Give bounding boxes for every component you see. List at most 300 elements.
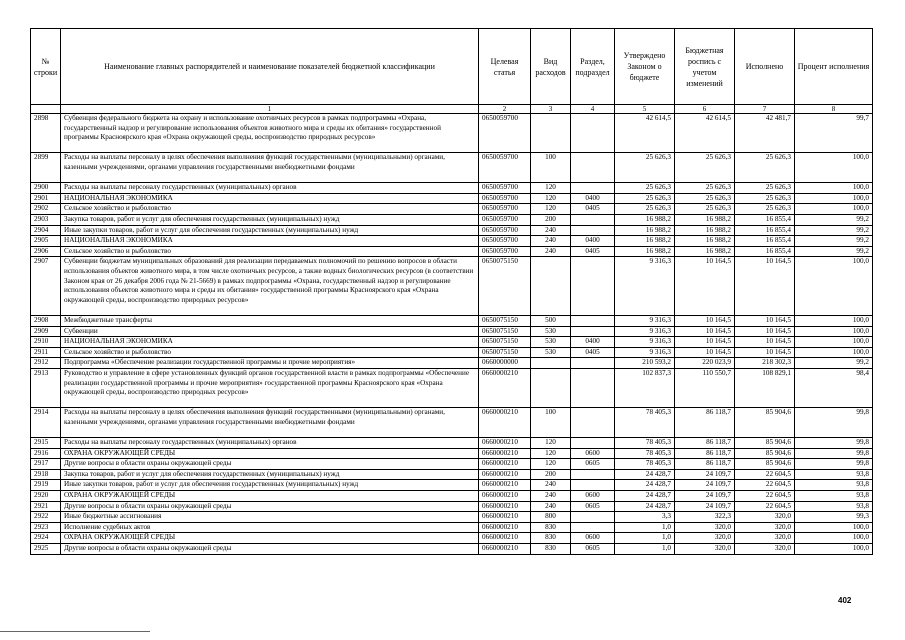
section-code: [571, 368, 615, 407]
row-number: 2901: [31, 193, 61, 204]
executed-amount: 85 904,6: [735, 438, 795, 449]
approved-amount: 1,0: [615, 522, 675, 533]
table-row: [31, 315, 873, 326]
approved-amount: 3,3: [615, 512, 675, 523]
execution-percent: 99,7: [795, 114, 873, 153]
item-name: Иные закупки товаров, работ и услуг для обеспечения государственных (муниципальных) нужд: [61, 480, 479, 491]
executed-amount: 22 604,5: [735, 491, 795, 502]
section-code: [571, 408, 615, 438]
budget-list-amount: 86 118,7: [675, 408, 735, 438]
row-number: 2916: [31, 448, 61, 459]
target-article: 0660000210: [479, 459, 531, 470]
row-number: 2902: [31, 204, 61, 215]
expense-type: 240: [531, 246, 571, 257]
expense-type: 800: [531, 512, 571, 523]
execution-percent: 100,0: [795, 183, 873, 194]
section-code: 0605: [571, 501, 615, 512]
execution-percent: 99,8: [795, 438, 873, 449]
budget-list-amount: 320,0: [675, 544, 735, 555]
target-article: 0650059700: [479, 225, 531, 236]
row-number: 2906: [31, 246, 61, 257]
budget-list-amount: 10 164,5: [675, 326, 735, 337]
approved-amount: 16 988,2: [615, 246, 675, 257]
table-row: [31, 358, 873, 369]
section-code: 0405: [571, 246, 615, 257]
target-article: 0660000210: [479, 368, 531, 407]
expense-type: 120: [531, 438, 571, 449]
table-row: [31, 246, 873, 257]
approved-amount: 9 316,3: [615, 326, 675, 337]
row-number: 2923: [31, 522, 61, 533]
target-article: 0650075150: [479, 326, 531, 337]
execution-percent: 99,8: [795, 448, 873, 459]
section-code: [571, 512, 615, 523]
execution-percent: 99,2: [795, 214, 873, 225]
execution-percent: 99,2: [795, 225, 873, 236]
row-number: 2903: [31, 214, 61, 225]
item-name: Закупка товаров, работ и услуг для обеспечения государственных (муниципальных) нужд: [61, 469, 479, 480]
executed-amount: 10 164,5: [735, 257, 795, 316]
item-name: ОХРАНА ОКРУЖАЮЩЕЙ СРЕДЫ: [61, 533, 479, 544]
page-number: 402: [838, 596, 852, 605]
table-row: [31, 438, 873, 449]
execution-percent: 100,0: [795, 533, 873, 544]
approved-amount: 9 316,3: [615, 257, 675, 316]
execution-percent: 100,0: [795, 326, 873, 337]
header-percent: Процент исполнения: [795, 29, 873, 105]
execution-percent: 93,8: [795, 469, 873, 480]
target-article: 0660000210: [479, 522, 531, 533]
header-row: [31, 29, 873, 105]
table-row: [31, 480, 873, 491]
table-row: [31, 347, 873, 358]
row-number: 2921: [31, 501, 61, 512]
item-name: Субвенция федерального бюджета на охрану и использование охотничьих ресурсов в рамках подпрограммы «Охрана, государственный надзор и регулирование использования объектов животного мира и среды их обитания» государственной программы Красноярского края «Охрана окружающей среды, воспроизводство природных ресурсов»: [61, 114, 479, 153]
target-article: 0660000210: [479, 408, 531, 438]
execution-percent: 99,2: [795, 236, 873, 247]
item-name: Закупка товаров, работ и услуг для обеспечения государственных (муниципальных) нужд: [61, 214, 479, 225]
execution-percent: 100,0: [795, 153, 873, 183]
approved-amount: 78 405,3: [615, 448, 675, 459]
item-name: Другие вопросы в области охраны окружающей среды: [61, 501, 479, 512]
executed-amount: 85 904,6: [735, 459, 795, 470]
executed-amount: 25 626,3: [735, 204, 795, 215]
item-name: Расходы на выплаты персоналу в целях обеспечения выполнения функций государственными (муниципальными) органами, казенными учреждениями, органами управления государственными внебюджетными фондами: [61, 408, 479, 438]
execution-percent: 100,0: [795, 544, 873, 555]
executed-amount: 22 604,5: [735, 480, 795, 491]
column-number: 4: [571, 105, 615, 114]
executed-amount: 10 164,5: [735, 347, 795, 358]
row-number: 2918: [31, 469, 61, 480]
table-row: [31, 408, 873, 438]
row-number: 2910: [31, 337, 61, 348]
row-number: 2899: [31, 153, 61, 183]
expense-type: 120: [531, 193, 571, 204]
executed-amount: 10 164,5: [735, 337, 795, 348]
item-name: Иные закупки товаров, работ и услуг для обеспечения государственных (муниципальных) нужд: [61, 225, 479, 236]
budget-list-amount: 86 118,7: [675, 438, 735, 449]
section-code: 0605: [571, 544, 615, 555]
execution-percent: 98,4: [795, 368, 873, 407]
item-name: НАЦИОНАЛЬНАЯ ЭКОНОМИКА: [61, 236, 479, 247]
target-article: 0660000210: [479, 480, 531, 491]
executed-amount: 85 904,6: [735, 408, 795, 438]
executed-amount: 22 604,5: [735, 469, 795, 480]
target-article: 0650075150: [479, 315, 531, 326]
header-approved: Утверждено Законом о бюджете: [615, 29, 675, 105]
target-article: 0660000210: [479, 491, 531, 502]
expense-type: 530: [531, 347, 571, 358]
table-row: [31, 193, 873, 204]
row-number: 2914: [31, 408, 61, 438]
row-number: 2919: [31, 480, 61, 491]
table-row: [31, 257, 873, 316]
table-row: [31, 522, 873, 533]
section-code: [571, 522, 615, 533]
approved-amount: 24 428,7: [615, 480, 675, 491]
section-code: 0600: [571, 491, 615, 502]
approved-amount: 25 626,3: [615, 183, 675, 194]
executed-amount: 16 855,4: [735, 236, 795, 247]
expense-type: [531, 368, 571, 407]
section-code: [571, 257, 615, 316]
budget-list-amount: 10 164,5: [675, 337, 735, 348]
section-code: [571, 214, 615, 225]
executed-amount: 10 164,5: [735, 315, 795, 326]
approved-amount: 9 316,3: [615, 347, 675, 358]
approved-amount: 78 405,3: [615, 408, 675, 438]
target-article: 0650059700: [479, 153, 531, 183]
section-code: [571, 153, 615, 183]
target-article: 0650059700: [479, 193, 531, 204]
row-number: 2905: [31, 236, 61, 247]
target-article: 0650059700: [479, 246, 531, 257]
executed-amount: 10 164,5: [735, 326, 795, 337]
item-name: Субвенции бюджетам муниципальных образований для реализации передаваемых полномочий по решению вопросов в области использования объектов животного мира, в том числе охотничьих ресурсов, а также водных биологических ресурсов (в соответствии Законом края от 26 декабря 2006 года № 21-5669) в рамках подпрограммы «Охрана, государственный надзор и регулирование использования объектов животного мира и среды их обитания» государственной программы Красноярского края «Охрана окружающей среды, воспроизводство природных ресурсов»: [61, 257, 479, 316]
table-row: [31, 469, 873, 480]
target-article: 0660000210: [479, 438, 531, 449]
budget-list-amount: 25 626,3: [675, 204, 735, 215]
column-number: 1: [61, 105, 479, 114]
approved-amount: 42 614,5: [615, 114, 675, 153]
expense-type: 530: [531, 326, 571, 337]
budget-list-amount: 16 988,2: [675, 225, 735, 236]
expense-type: 500: [531, 315, 571, 326]
item-name: Сельское хозяйство и рыболовство: [61, 204, 479, 215]
approved-amount: 16 988,2: [615, 214, 675, 225]
section-code: [571, 326, 615, 337]
table-row: [31, 533, 873, 544]
approved-amount: 25 626,3: [615, 193, 675, 204]
execution-percent: 99,2: [795, 246, 873, 257]
expense-type: 530: [531, 337, 571, 348]
item-name: Расходы на выплаты персоналу государственных (муниципальных) органов: [61, 183, 479, 194]
section-code: [571, 480, 615, 491]
budget-list-amount: 24 109,7: [675, 501, 735, 512]
execution-percent: 100,0: [795, 257, 873, 316]
row-number: 2915: [31, 438, 61, 449]
approved-amount: 25 626,3: [615, 153, 675, 183]
table-row: [31, 491, 873, 502]
approved-amount: 210 593,2: [615, 358, 675, 369]
table-row: [31, 512, 873, 523]
item-name: Другие вопросы в области охраны окружающей среды: [61, 544, 479, 555]
executed-amount: 22 604,5: [735, 501, 795, 512]
target-article: 0660000210: [479, 544, 531, 555]
expense-type: 120: [531, 459, 571, 470]
header-target: Целевая статья: [479, 29, 531, 105]
section-code: 0405: [571, 204, 615, 215]
executed-amount: 320,0: [735, 512, 795, 523]
target-article: 0650075150: [479, 337, 531, 348]
column-number: [31, 105, 61, 114]
executed-amount: 85 904,6: [735, 448, 795, 459]
row-number: 2898: [31, 114, 61, 153]
budget-list-amount: 16 988,2: [675, 246, 735, 257]
target-article: 0650059700: [479, 214, 531, 225]
executed-amount: 108 829,1: [735, 368, 795, 407]
approved-amount: 1,0: [615, 533, 675, 544]
table-row: [31, 183, 873, 194]
item-name: Расходы на выплаты персоналу в целях обеспечения выполнения функций государственными (муниципальными) органами, казенными учреждениями, органами управления государственными внебюджетными фондами: [61, 153, 479, 183]
execution-percent: 99,3: [795, 512, 873, 523]
approved-amount: 16 988,2: [615, 225, 675, 236]
target-article: 0660000210: [479, 501, 531, 512]
budget-list-amount: 320,0: [675, 533, 735, 544]
item-name: Межбюджетные трансферты: [61, 315, 479, 326]
budget-list-amount: 24 109,7: [675, 480, 735, 491]
executed-amount: 320,0: [735, 544, 795, 555]
budget-list-amount: 24 109,7: [675, 469, 735, 480]
section-code: [571, 114, 615, 153]
approved-amount: 9 316,3: [615, 315, 675, 326]
budget-list-amount: 16 988,2: [675, 214, 735, 225]
approved-amount: 24 428,7: [615, 491, 675, 502]
header-name: Наименование главных распорядителей и наименование показателей бюджетной классификации: [61, 29, 479, 105]
item-name: Субвенции: [61, 326, 479, 337]
expense-type: 100: [531, 153, 571, 183]
budget-table: [30, 28, 873, 555]
row-number: 2907: [31, 257, 61, 316]
budget-list-amount: 10 164,5: [675, 257, 735, 316]
header-executed: Исполнено: [735, 29, 795, 105]
table-row: [31, 459, 873, 470]
approved-amount: 16 988,2: [615, 236, 675, 247]
section-code: 0400: [571, 193, 615, 204]
expense-type: 200: [531, 469, 571, 480]
execution-percent: 99,2: [795, 358, 873, 369]
budget-list-amount: 10 164,5: [675, 347, 735, 358]
executed-amount: 16 855,4: [735, 225, 795, 236]
expense-type: [531, 257, 571, 316]
column-number: 2: [479, 105, 531, 114]
header-exp-type: Вид расходов: [531, 29, 571, 105]
target-article: 0650059700: [479, 236, 531, 247]
expense-type: 100: [531, 408, 571, 438]
row-number: 2917: [31, 459, 61, 470]
section-code: 0600: [571, 533, 615, 544]
executed-amount: 320,0: [735, 533, 795, 544]
section-code: 0405: [571, 347, 615, 358]
approved-amount: 24 428,7: [615, 501, 675, 512]
target-article: 0650075150: [479, 347, 531, 358]
executed-amount: 218 302,3: [735, 358, 795, 369]
section-code: [571, 438, 615, 449]
row-number: 2900: [31, 183, 61, 194]
item-name: ОХРАНА ОКРУЖАЮЩЕЙ СРЕДЫ: [61, 448, 479, 459]
budget-document: [30, 28, 872, 555]
budget-list-amount: 24 109,7: [675, 491, 735, 502]
row-number: 2922: [31, 512, 61, 523]
table-row: [31, 337, 873, 348]
budget-list-amount: 16 988,2: [675, 236, 735, 247]
header-section: Раздел, подраздел: [571, 29, 615, 105]
row-number: 2912: [31, 358, 61, 369]
section-code: [571, 358, 615, 369]
budget-list-amount: 10 164,5: [675, 315, 735, 326]
row-number: 2911: [31, 347, 61, 358]
item-name: Сельское хозяйство и рыболовство: [61, 246, 479, 257]
budget-list-amount: 25 626,3: [675, 183, 735, 194]
table-row: [31, 326, 873, 337]
target-article: 0650059700: [479, 114, 531, 153]
table-row: [31, 368, 873, 407]
executed-amount: 42 481,7: [735, 114, 795, 153]
section-code: [571, 225, 615, 236]
expense-type: [531, 114, 571, 153]
expense-type: 120: [531, 183, 571, 194]
item-name: НАЦИОНАЛЬНАЯ ЭКОНОМИКА: [61, 337, 479, 348]
budget-list-amount: 42 614,5: [675, 114, 735, 153]
section-code: [571, 315, 615, 326]
column-number: 6: [675, 105, 735, 114]
section-code: 0600: [571, 448, 615, 459]
item-name: Другие вопросы в области охраны окружающей среды: [61, 459, 479, 470]
approved-amount: 102 837,3: [615, 368, 675, 407]
table-row: [31, 204, 873, 215]
approved-amount: 1,0: [615, 544, 675, 555]
column-number: 5: [615, 105, 675, 114]
budget-list-amount: 322,3: [675, 512, 735, 523]
row-number: 2920: [31, 491, 61, 502]
expense-type: 200: [531, 214, 571, 225]
table-body: [31, 114, 873, 555]
budget-list-amount: 220 023,9: [675, 358, 735, 369]
expense-type: [531, 358, 571, 369]
table-row: [31, 448, 873, 459]
budget-list-amount: 25 626,3: [675, 193, 735, 204]
execution-percent: 100,0: [795, 204, 873, 215]
section-code: 0400: [571, 236, 615, 247]
budget-list-amount: 320,0: [675, 522, 735, 533]
budget-list-amount: 110 550,7: [675, 368, 735, 407]
execution-percent: 99,8: [795, 408, 873, 438]
target-article: 0660000000: [479, 358, 531, 369]
table-row: [31, 501, 873, 512]
approved-amount: 78 405,3: [615, 459, 675, 470]
executed-amount: 25 626,3: [735, 153, 795, 183]
budget-list-amount: 86 118,7: [675, 459, 735, 470]
execution-percent: 93,8: [795, 491, 873, 502]
item-name: Иные бюджетные ассигнования: [61, 512, 479, 523]
table-row: [31, 114, 873, 153]
approved-amount: 24 428,7: [615, 469, 675, 480]
item-name: НАЦИОНАЛЬНАЯ ЭКОНОМИКА: [61, 193, 479, 204]
item-name: Исполнение судебных актов: [61, 522, 479, 533]
executed-amount: 16 855,4: [735, 214, 795, 225]
section-code: [571, 469, 615, 480]
expense-type: 240: [531, 480, 571, 491]
table-row: [31, 214, 873, 225]
target-article: 0650075150: [479, 257, 531, 316]
executed-amount: 25 626,3: [735, 193, 795, 204]
column-numbers-row: [31, 105, 873, 114]
budget-list-amount: 86 118,7: [675, 448, 735, 459]
row-number: 2908: [31, 315, 61, 326]
execution-percent: 93,8: [795, 480, 873, 491]
expense-type: 830: [531, 522, 571, 533]
expense-type: 240: [531, 491, 571, 502]
target-article: 0660000210: [479, 469, 531, 480]
execution-percent: 99,8: [795, 459, 873, 470]
item-name: Расходы на выплаты персоналу государственных (муниципальных) органов: [61, 438, 479, 449]
expense-type: 240: [531, 501, 571, 512]
row-number: 2909: [31, 326, 61, 337]
target-article: 0660000210: [479, 512, 531, 523]
table-row: [31, 225, 873, 236]
table-row: [31, 236, 873, 247]
budget-list-amount: 25 626,3: [675, 153, 735, 183]
row-number: 2925: [31, 544, 61, 555]
item-name: Сельское хозяйство и рыболовство: [61, 347, 479, 358]
execution-percent: 100,0: [795, 315, 873, 326]
row-number: 2924: [31, 533, 61, 544]
footer-divider: [0, 631, 150, 632]
approved-amount: 78 405,3: [615, 438, 675, 449]
expense-type: 120: [531, 204, 571, 215]
column-number: 7: [735, 105, 795, 114]
target-article: 0660000210: [479, 448, 531, 459]
header-row-no: № строки: [31, 29, 61, 105]
expense-type: 240: [531, 236, 571, 247]
approved-amount: 25 626,3: [615, 204, 675, 215]
executed-amount: 320,0: [735, 522, 795, 533]
header-budget-list: Бюджетная роспись с учетом изменений: [675, 29, 735, 105]
target-article: 0650059700: [479, 183, 531, 194]
section-code: 0400: [571, 337, 615, 348]
expense-type: 120: [531, 448, 571, 459]
executed-amount: 25 626,3: [735, 183, 795, 194]
execution-percent: 93,8: [795, 501, 873, 512]
table-row: [31, 544, 873, 555]
approved-amount: 9 316,3: [615, 337, 675, 348]
row-number: 2904: [31, 225, 61, 236]
item-name: Руководство и управление в сфере установленных функций органов государственной власти в рамках подпрограммы «Обеспечение реализации государственной программы и прочие мероприятия» государственной программы Красноярского края «Охрана окружающей среды, воспроизводство природных ресурсов»: [61, 368, 479, 407]
expense-type: 240: [531, 225, 571, 236]
execution-percent: 100,0: [795, 347, 873, 358]
expense-type: 830: [531, 544, 571, 555]
execution-percent: 100,0: [795, 193, 873, 204]
execution-percent: 100,0: [795, 337, 873, 348]
row-number: 2913: [31, 368, 61, 407]
section-code: 0605: [571, 459, 615, 470]
executed-amount: 16 855,4: [735, 246, 795, 257]
item-name: Подпрограмма «Обеспечение реализации государственной программы и прочие мероприятия»: [61, 358, 479, 369]
section-code: [571, 183, 615, 194]
execution-percent: 100,0: [795, 522, 873, 533]
item-name: ОХРАНА ОКРУЖАЮЩЕЙ СРЕДЫ: [61, 491, 479, 502]
target-article: 0660000210: [479, 533, 531, 544]
